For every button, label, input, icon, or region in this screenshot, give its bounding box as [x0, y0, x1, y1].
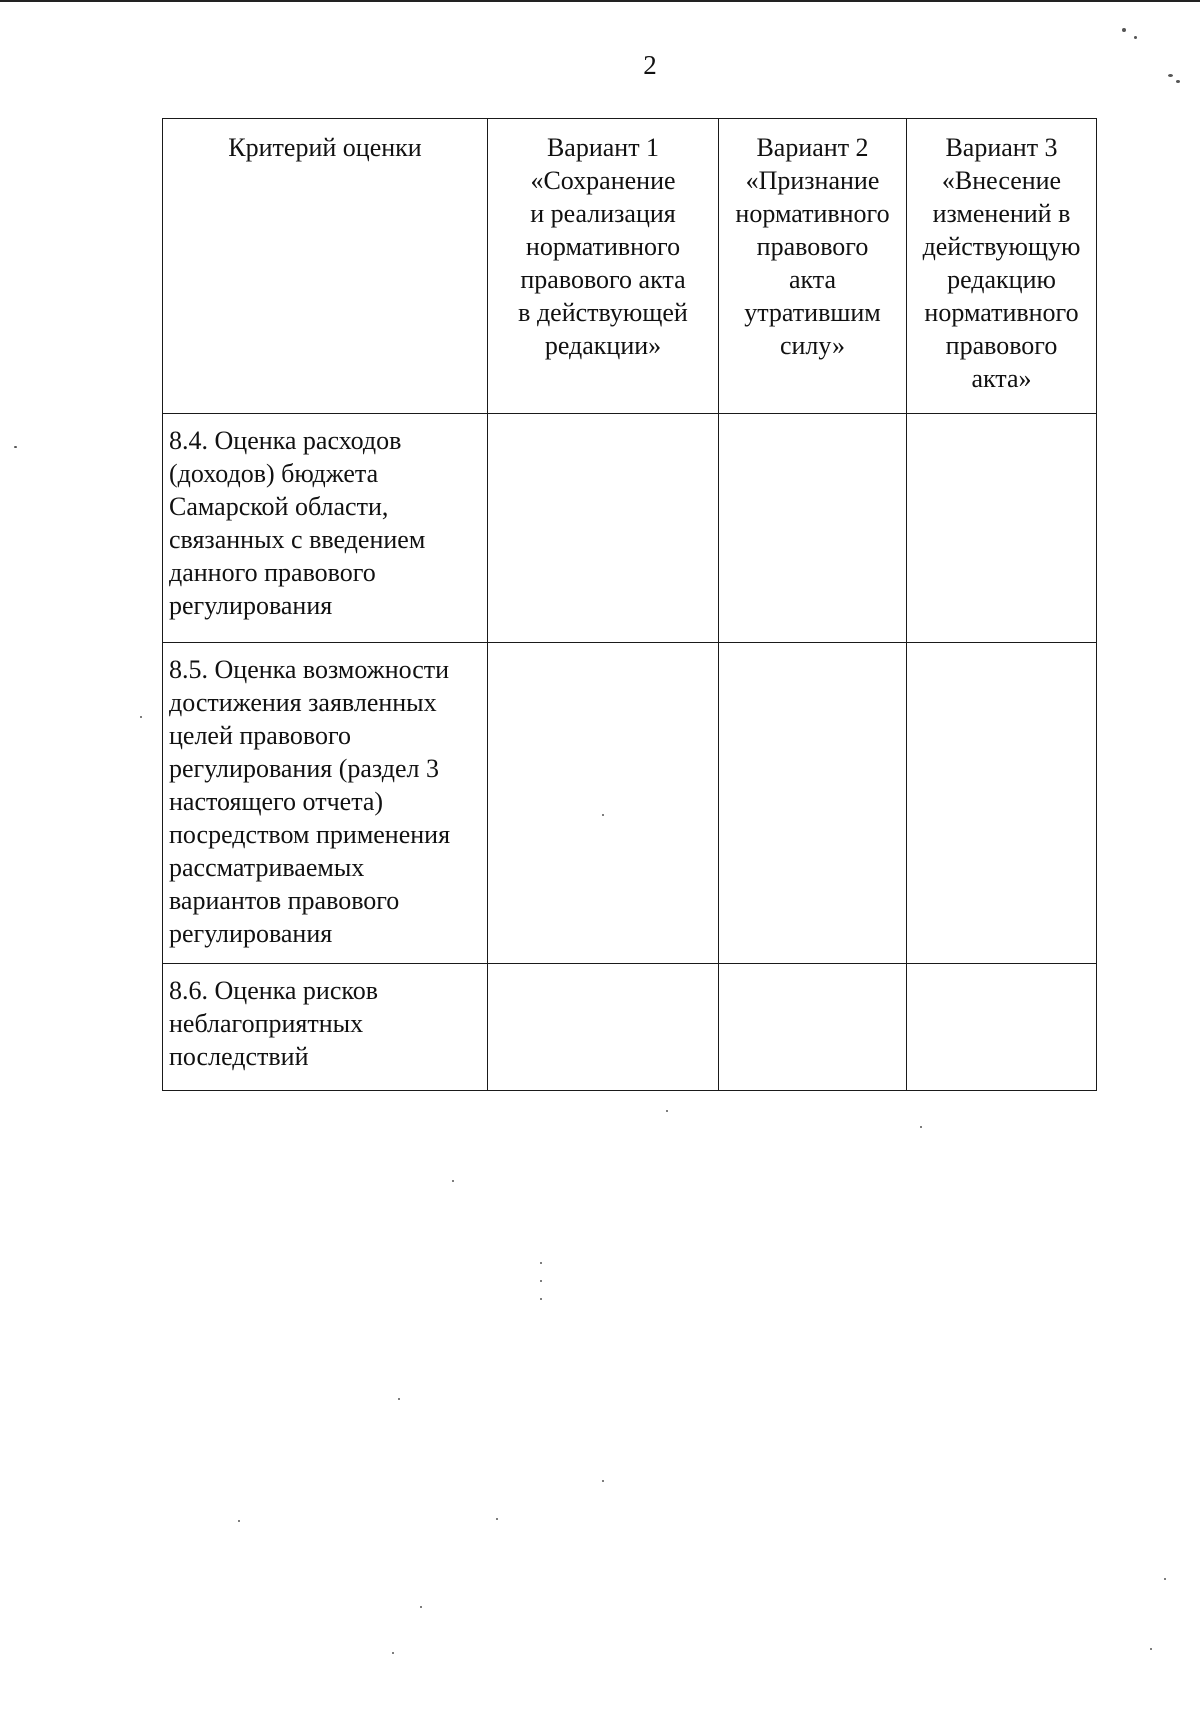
- table-row: [163, 643, 1097, 964]
- top-border-line: [0, 0, 1200, 2]
- criterion-line: достижения заявленных: [169, 688, 437, 717]
- header-line: редакцию: [947, 265, 1056, 294]
- variant-2-cell: [719, 964, 907, 1091]
- scan-speck: [1176, 80, 1180, 83]
- scan-speck: [392, 1652, 394, 1654]
- criterion-line: настоящего отчета): [169, 787, 384, 816]
- header-line: нормативного: [525, 232, 681, 261]
- scan-speck: [452, 1180, 454, 1182]
- header-line: нормативного: [924, 298, 1079, 327]
- header-line: силу»: [779, 331, 846, 360]
- scan-speck: [540, 1298, 542, 1300]
- criterion-cell: [163, 964, 488, 1091]
- scan-speck: [540, 1280, 542, 1282]
- header-line: правового: [945, 331, 1058, 360]
- scan-speck: [1134, 36, 1137, 39]
- header-variant-1: [488, 119, 719, 414]
- header-line: «Внесение: [941, 166, 1062, 195]
- header-line: акта: [788, 265, 837, 294]
- criterion-line: связанных с введением: [169, 525, 426, 554]
- variant-3-cell: [907, 414, 1097, 643]
- header-line: Вариант 2: [756, 133, 869, 162]
- criterion-line: регулирования (раздел 3: [169, 754, 439, 783]
- header-line: в действующей: [518, 298, 688, 327]
- variant-1-cell: [488, 964, 719, 1091]
- scan-speck: [238, 1520, 240, 1522]
- criterion-line: 8.6. Оценка рисков: [169, 976, 378, 1005]
- header-line: утратившим: [744, 298, 881, 327]
- criterion-line: 8.4. Оценка расходов: [169, 426, 402, 455]
- criterion-line: рассматриваемых: [169, 853, 365, 882]
- header-line: «Признание: [745, 166, 880, 195]
- header-line: правового акта: [520, 265, 686, 294]
- page-number: 2: [643, 50, 657, 80]
- header-line: акта»: [971, 364, 1032, 393]
- header-line: Вариант 3: [945, 133, 1058, 162]
- scan-speck: [420, 1606, 422, 1608]
- scan-speck: [398, 1398, 400, 1400]
- variant-3-cell: [907, 964, 1097, 1091]
- header-line: и реализация: [530, 199, 676, 228]
- table-row: [163, 414, 1097, 643]
- scan-speck: [666, 1110, 668, 1112]
- header-criterion: [163, 119, 488, 414]
- scan-speck: [602, 1480, 604, 1482]
- criterion-line: целей правового: [169, 721, 352, 750]
- header-line: правового: [756, 232, 869, 261]
- header-line: изменений в: [932, 199, 1071, 228]
- scan-speck: [602, 814, 604, 816]
- scan-speck: [496, 1518, 498, 1520]
- header-line: редакции»: [544, 331, 662, 360]
- scan-speck: [14, 446, 17, 448]
- criterion-line: вариантов правового: [169, 886, 400, 915]
- header-line: «Сохранение: [530, 166, 676, 195]
- criteria-table: [162, 118, 1097, 1091]
- scan-speck: [140, 716, 142, 718]
- variant-2-cell: [719, 643, 907, 964]
- scan-speck: [1164, 1578, 1166, 1580]
- variant-3-cell: [907, 643, 1097, 964]
- criterion-line: регулирования: [169, 919, 333, 948]
- header-variant-3: [907, 119, 1097, 414]
- criterion-line: неблагоприятных: [169, 1009, 364, 1038]
- scan-speck: [1122, 28, 1126, 32]
- scan-speck: [1168, 74, 1173, 77]
- criterion-line: 8.5. Оценка возможности: [169, 655, 450, 684]
- header-line: Критерий оценки: [228, 133, 422, 162]
- criterion-line: данного правового: [169, 558, 376, 587]
- table-header-row: [163, 119, 1097, 414]
- scan-speck: [1150, 1648, 1152, 1650]
- scan-speck: [540, 1262, 542, 1264]
- criterion-line: последствий: [169, 1042, 309, 1071]
- variant-1-cell: [488, 643, 719, 964]
- variant-1-cell: [488, 414, 719, 643]
- table-row: [163, 964, 1097, 1091]
- criterion-line: регулирования: [169, 591, 333, 620]
- header-line: нормативного: [735, 199, 890, 228]
- criterion-line: Самарской области,: [169, 492, 389, 521]
- scan-speck: [920, 1126, 922, 1128]
- header-line: действующую: [922, 232, 1081, 261]
- criterion-line: (доходов) бюджета: [169, 459, 379, 488]
- criterion-line: посредством применения: [169, 820, 451, 849]
- criterion-cell: [163, 414, 488, 643]
- header-line: Вариант 1: [546, 133, 660, 162]
- header-variant-2: [719, 119, 907, 414]
- variant-2-cell: [719, 414, 907, 643]
- criterion-cell: [163, 643, 488, 964]
